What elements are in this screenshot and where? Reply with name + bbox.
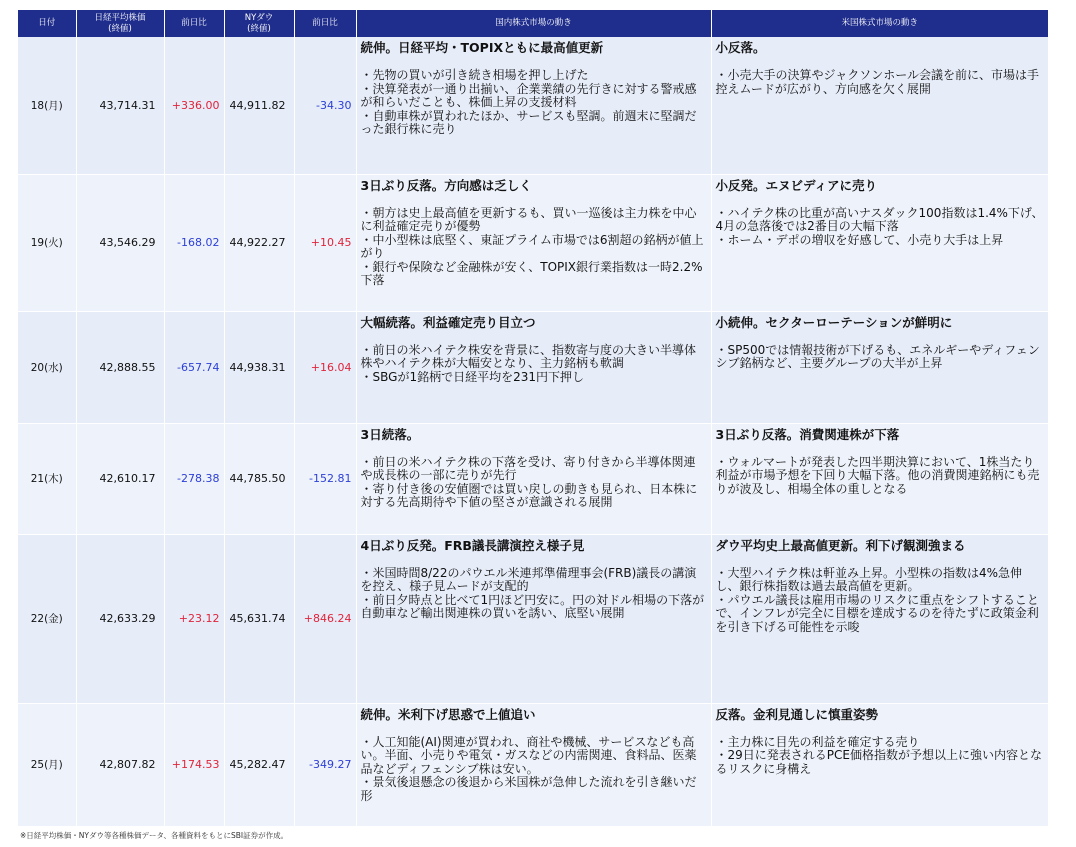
header-date: 日付 (18, 10, 76, 37)
jp-market-cell (356, 311, 711, 423)
date-cell: 22(金) (18, 534, 76, 703)
table-row (18, 423, 1048, 534)
jp-market-bullet: ・SBGが1銘柄で日経平均を231円下押し (360, 369, 584, 384)
us-market-cell (711, 703, 1048, 826)
us-market-headline: 3日ぶり反落。消費関連株が下落 (715, 426, 900, 442)
nikkei-diff-cell: +23.12 (164, 534, 224, 703)
ny-close-cell: 45,282.47 (224, 703, 294, 826)
us-market-bullet: ・小売大手の決算やジャクソンホール会議を前に、市場は手控えムードが広がり、方向感を欠く展開 (715, 68, 1040, 96)
nikkei-diff-cell: -657.74 (164, 311, 224, 423)
us-market-cell (711, 37, 1048, 174)
nikkei-close-cell: 43,546.29 (76, 174, 164, 311)
table-row (18, 37, 1048, 174)
jp-market-bullet: ・人工知能(AI)関連が買われ、商社や機械、サービスなども高い。半面、小売りや電気・ガスなどの内需関連、食料品、医薬品などディフェンシブ株は安い。 (360, 734, 697, 776)
jp-market-bullet: ・米国時間8/22のパウエル米連邦準備理事会(FRB)議長の講演を控え、様子見ムードが支配的 (360, 565, 697, 593)
ny-diff-cell: +846.24 (294, 534, 356, 703)
ny-diff-cell: +10.45 (294, 174, 356, 311)
jp-market-bullet: ・中小型株は底堅く、東証プライム市場では6割超の銘柄が値上がり (360, 232, 704, 260)
ny-diff-cell: +16.04 (294, 311, 356, 423)
jp-market-headline: 3日続落。 (360, 426, 420, 442)
jp-market-bullet: ・自動車株が買われたほか、サービスも堅調。前週末に堅調だった銀行株に売り (360, 108, 697, 136)
jp-market-bullet: ・朝方は史上最高値を更新するも、買い一巡後は主力株を中心に利益確定売りが優勢 (360, 205, 697, 233)
date-cell: 19(火) (18, 174, 76, 311)
nikkei-close-cell: 42,888.55 (76, 311, 164, 423)
us-market-bullet: ・パウエル議長は雇用市場のリスクに重点をシフトすることで、インフレが完全に目標を達成するのを待たずに政策金利を引き下げる可能性を示唆 (715, 592, 1039, 634)
us-market-bullet: ・ハイテク株の比重が高いナスダック100指数は1.4%下げ、4月の急落後では2番目の大幅下落 (715, 205, 1044, 233)
us-market-cell (711, 534, 1048, 703)
nikkei-close-cell: 43,714.31 (76, 37, 164, 174)
date-cell: 25(月) (18, 703, 76, 826)
jp-market-bullet: ・寄り付き後の安値圏では買い戻しの動きも見られ、日本株に対する先高期待や下値の堅さが意識される展開 (360, 481, 698, 509)
us-market-headline: ダウ平均史上最高値更新。利下げ観測強まる (715, 537, 966, 553)
jp-market-bullet: ・前日の米ハイテク株安を背景に、指数寄与度の大きい半導体株やハイテク株が大幅安となり、主力銘柄も軟調 (360, 342, 697, 370)
ny-close-cell: 44,938.31 (224, 311, 294, 423)
us-market-cell (711, 311, 1048, 423)
nikkei-close-cell: 42,610.17 (76, 423, 164, 534)
nikkei-close-cell: 42,807.82 (76, 703, 164, 826)
us-market-cell (711, 174, 1048, 311)
table-row (18, 703, 1048, 826)
header-us: 米国株式市場の動き (711, 10, 1048, 37)
ny-diff-cell: -34.30 (294, 37, 356, 174)
nikkei-diff-cell: -168.02 (164, 174, 224, 311)
jp-market-cell (356, 174, 711, 311)
ny-diff-cell: -152.81 (294, 423, 356, 534)
us-market-bullet: ・大型ハイテク株は軒並み上昇。小型株の指数は4%急伸し、銀行株指数は過去最高値を更新。 (715, 565, 1023, 593)
header-jp: 国内株式市場の動き (356, 10, 711, 37)
table-row (18, 534, 1048, 703)
us-market-headline: 小反発。エヌビディアに売り (715, 177, 878, 193)
jp-market-bullet: ・景気後退懸念の後退から米国株が急伸した流れを引き継いだ形 (360, 775, 697, 803)
jp-market-bullet: ・前日夕時点と比べて1円ほど円安に。円の対ドル相場の下落が自動車など輸出関連株の買いを誘い、底堅い展開 (360, 592, 705, 620)
jp-market-cell (356, 37, 711, 174)
nikkei-close-cell: 42,633.29 (76, 534, 164, 703)
table-body (18, 37, 1048, 826)
us-market-bullet: ・ホーム・デポの増収を好感して、小売り大手は上昇 (715, 232, 1004, 247)
market-table (18, 10, 1048, 827)
ny-close-cell: 45,631.74 (224, 534, 294, 703)
us-market-cell (711, 423, 1048, 534)
header-ny: NYダウ (終値) (224, 10, 294, 37)
jp-market-bullet: ・銀行や保険など金融株が安く、TOPIX銀行業指数は一時2.2%下落 (360, 259, 703, 287)
date-cell: 18(月) (18, 37, 76, 174)
ny-close-cell: 44,922.27 (224, 174, 294, 311)
date-cell: 21(木) (18, 423, 76, 534)
jp-market-cell (356, 703, 711, 826)
us-market-headline: 反落。金利見通しに慎重姿勢 (715, 706, 879, 722)
ny-close-cell: 44,785.50 (224, 423, 294, 534)
footnote: ※日経平均株価・NYダウ等各種株価データ、各種資料をもとにSBI証券が作成。 (20, 831, 289, 840)
jp-market-headline: 3日ぶり反落。方向感は乏しく (360, 177, 532, 193)
header-row (18, 10, 1048, 37)
table-row (18, 174, 1048, 311)
jp-market-bullet: ・前日の米ハイテク株の下落を受け、寄り付きから半導体関連や成長株の一部に売りが先行 (360, 454, 696, 482)
jp-market-cell (356, 534, 711, 703)
nikkei-diff-cell: -278.38 (164, 423, 224, 534)
jp-market-headline: 続伸。米利下げ思惑で上値追い (360, 706, 536, 722)
ny-diff-cell: -349.27 (294, 703, 356, 826)
header-nikkei: 日経平均株価 (終値) (76, 10, 164, 37)
jp-market-bullet: ・決算発表が一通り出揃い、企業業績の先行きに対する警戒感が和らいだことも、株価上昇の支援材料 (360, 81, 697, 109)
us-market-bullet: ・SP500では情報技術が下げるも、エネルギーやディフェンシブ銘柄など、主要グループの大半が上昇 (715, 342, 1040, 370)
us-market-bullet: ・主力株に目先の利益を確定する売り (715, 734, 920, 749)
jp-market-bullet: ・先物の買いが引き続き相場を押し上げた (360, 68, 589, 82)
jp-market-headline: 大幅続落。利益確定売り目立つ (360, 314, 536, 330)
us-market-headline: 小反落。 (715, 40, 766, 55)
market-table-wrapper (18, 10, 1048, 827)
ny-close-cell: 44,911.82 (224, 37, 294, 174)
us-market-bullet: ・29日に発表されるPCE価格指数が予想以上に強い内容となるリスクに身構え (715, 748, 1042, 776)
jp-market-headline: 続伸。日経平均・TOPIXともに最高値更新 (360, 40, 604, 55)
header-nikkei-diff: 前日比 (164, 10, 224, 37)
nikkei-diff-cell: +336.00 (164, 37, 224, 174)
us-market-bullet: ・ウォルマートが発表した四半期決算において、1株当たり利益が市場予想を下回り大幅下落。他の消費関連銘柄にも売りが波及し、相場全体の重しとなる (715, 454, 1040, 496)
us-market-headline: 小続伸。セクターローテーションが鮮明に (715, 314, 953, 330)
nikkei-diff-cell: +174.53 (164, 703, 224, 826)
table-row (18, 311, 1048, 423)
header-ny-diff: 前日比 (294, 10, 356, 37)
date-cell: 20(水) (18, 311, 76, 423)
jp-market-cell (356, 423, 711, 534)
jp-market-headline: 4日ぶり反発。FRB議長講演控え様子見 (360, 537, 585, 553)
